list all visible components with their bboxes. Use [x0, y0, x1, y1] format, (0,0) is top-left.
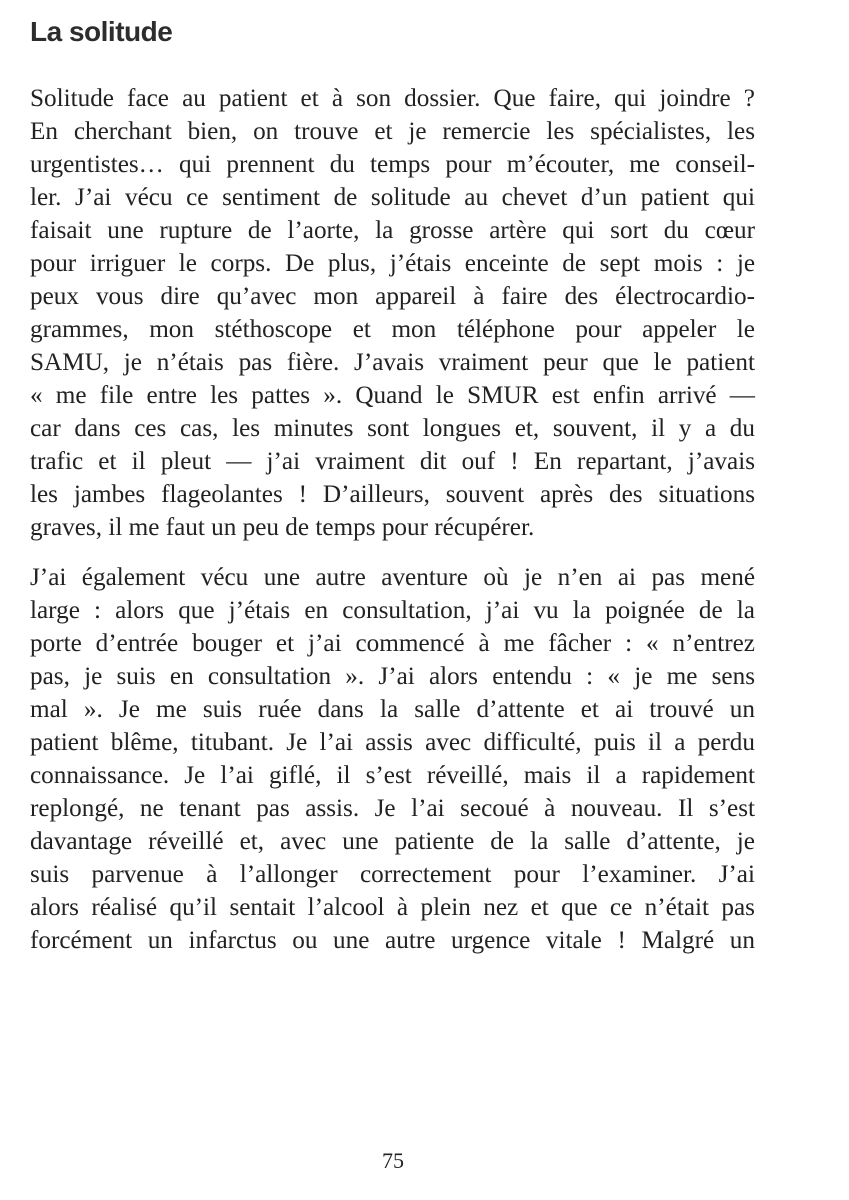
paragraph-1-line: car dans ces cas, les minutes sont longues et, souvent, il y a du	[30, 415, 755, 442]
paragraph-2-line: replongé, ne tenant pas assis. Je l’ai secoué à nouveau. Il s’est	[30, 795, 755, 822]
paragraph-2-line: connaissance. Je l’ai giflé, il s’est réveillé, mais il a rapidement	[30, 762, 755, 789]
paragraph-2-line: large : alors que j’étais en consultation, j’ai vu la poignée de la	[30, 597, 755, 624]
paragraph-1-line: SAMU, je n’étais pas fière. J’avais vraiment peur que le patient	[30, 349, 755, 376]
paragraph-1-line: urgentistes… qui prennent du temps pour m’écouter, me conseil-	[30, 151, 755, 178]
paragraph-2-line: patient blême, titubant. Je l’ai assis avec difficulté, puis il a perdu	[30, 729, 755, 756]
paragraph-2-line: porte d’entrée bouger et j’ai commencé à me fâcher : « n’entrez	[30, 630, 755, 657]
paragraph-1-line: les jambes flageolantes ! D’ailleurs, souvent après des situations	[30, 481, 755, 508]
paragraph-2-line: J’ai également vécu une autre aventure où je n’en ai pas mené	[30, 564, 755, 591]
paragraph-1-line: Solitude face au patient et à son dossier. Que faire, qui joindre ?	[30, 85, 755, 112]
page-number: 75	[382, 1148, 404, 1173]
paragraph-2-line: suis parvenue à l’allonger correctement pour l’examiner. J’ai	[30, 861, 755, 888]
section-heading: La solitude	[30, 16, 173, 47]
paragraph-1-line: peux vous dire qu’avec mon appareil à faire des électrocardio-	[30, 283, 755, 310]
paragraph-2-line: forcément un infarctus ou une autre urgence vitale ! Malgré un	[30, 927, 755, 954]
paragraph-1-line: graves, il me faut un peu de temps pour récupérer.	[30, 514, 535, 541]
paragraph-2-line: davantage réveillé et, avec une patiente de la salle d’attente, je	[30, 828, 755, 855]
paragraph-2-line: mal ». Je me suis ruée dans la salle d’attente et ai trouvé un	[30, 696, 755, 723]
paragraph-2-line: alors réalisé qu’il sentait l’alcool à plein nez et que ce n’était pas	[30, 894, 755, 921]
paragraph-1-line: pour irriguer le corps. De plus, j’étais enceinte de sept mois : je	[30, 250, 755, 277]
paragraph-1-line: En cherchant bien, on trouve et je remercie les spécialistes, les	[30, 118, 755, 145]
paragraph-1-line: ler. J’ai vécu ce sentiment de solitude au chevet d’un patient qui	[30, 184, 755, 211]
paragraph-1-line: « me file entre les pattes ». Quand le SMUR est enfin arrivé —	[30, 382, 755, 409]
paragraph-1-line: grammes, mon stéthoscope et mon téléphone pour appeler le	[30, 316, 755, 343]
paragraph-1-line: faisait une rupture de l’aorte, la grosse artère qui sort du cœur	[30, 217, 755, 244]
paragraph-1-line: trafic et il pleut — j’ai vraiment dit ouf ! En repartant, j’avais	[30, 448, 755, 475]
paragraph-2-line: pas, je suis en consultation ». J’ai alors entendu : « je me sens	[30, 663, 755, 690]
